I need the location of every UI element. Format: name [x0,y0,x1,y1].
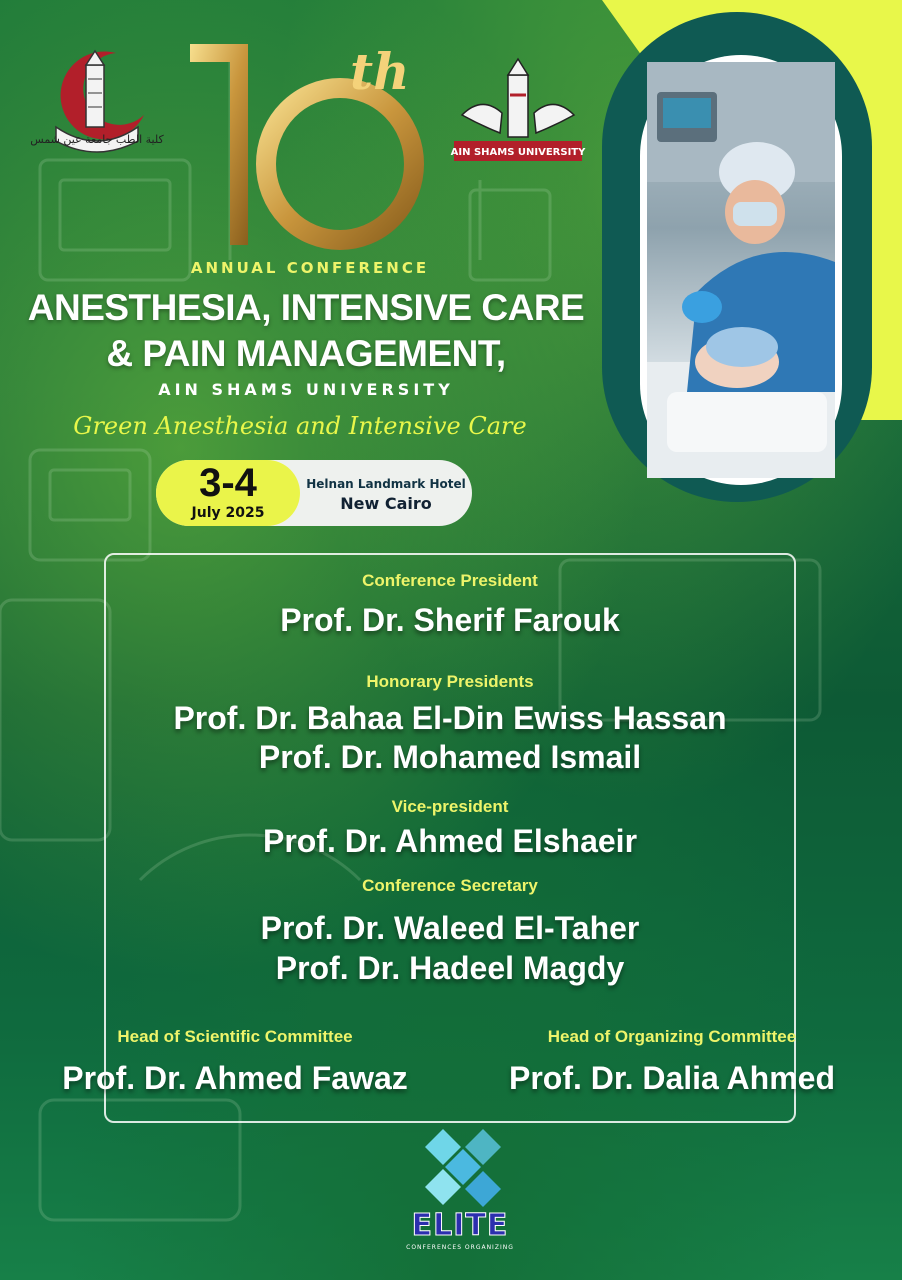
president-name: Prof. Dr. Sherif Farouk [280,602,620,638]
honorary-name-2: Prof. Dr. Mohamed Ismail [258,739,642,775]
faculty-of-medicine-logo [30,45,164,153]
secretary-name-2: Prof. Dr. Hadeel Magdy [275,950,625,986]
edition-number: 10 [331,168,349,184]
university-name: AIN SHAMS UNIVERSITY [158,380,454,399]
vice-president-role: Vice-president [391,797,509,816]
conference-title-line1: ANESTHESIA, INTENSIVE CARE [27,287,585,328]
honorary-name-1: Prof. Dr. Bahaa El-Din Ewiss Hassan [173,700,727,736]
conference-title-line2: & PAIN MANAGEMENT, [106,333,506,374]
organizing-committee-name: Prof. Dr. Dalia Ahmed [509,1060,835,1096]
annual-conference-label: ANNUAL CONFERENCE [190,259,430,277]
president-role: Conference President [362,571,538,590]
left-logo-text: كلية الطب جامعة عين شمس [30,133,164,146]
date-days: 3-4 [199,461,257,505]
vice-president-name: Prof. Dr. Ahmed Elshaeir [262,823,638,859]
scientific-committee-name: Prof. Dr. Ahmed Fawaz [62,1060,408,1096]
secretary-name-1: Prof. Dr. Waleed El-Taher [260,910,640,946]
venue-name: Helnan Landmark Hotel [306,477,466,491]
honorary-role: Honorary Presidents [366,672,534,691]
ain-shams-university-logo [452,55,584,165]
organizing-committee-role: Head of Organizing Committee [547,1027,797,1046]
venue-city: New Cairo [340,494,432,513]
date-month: July 2025 [191,505,265,521]
anesthesiologist-photo [647,62,835,478]
elite-brand-sub: CONFERENCES ORGANIZING [406,1244,514,1251]
anesthesiologist-illustration [647,62,835,478]
elite-logo-icon [413,1125,507,1211]
edition-suffix: th [350,42,410,101]
scientific-committee-role: Head of Scientific Committee [117,1027,353,1046]
conference-tagline: Green Anesthesia and Intensive Care [73,412,527,440]
right-logo-text: AIN SHAMS UNIVERSITY [450,147,586,158]
elite-brand: ELITE [411,1208,509,1243]
secretary-role: Conference Secretary [362,876,538,895]
